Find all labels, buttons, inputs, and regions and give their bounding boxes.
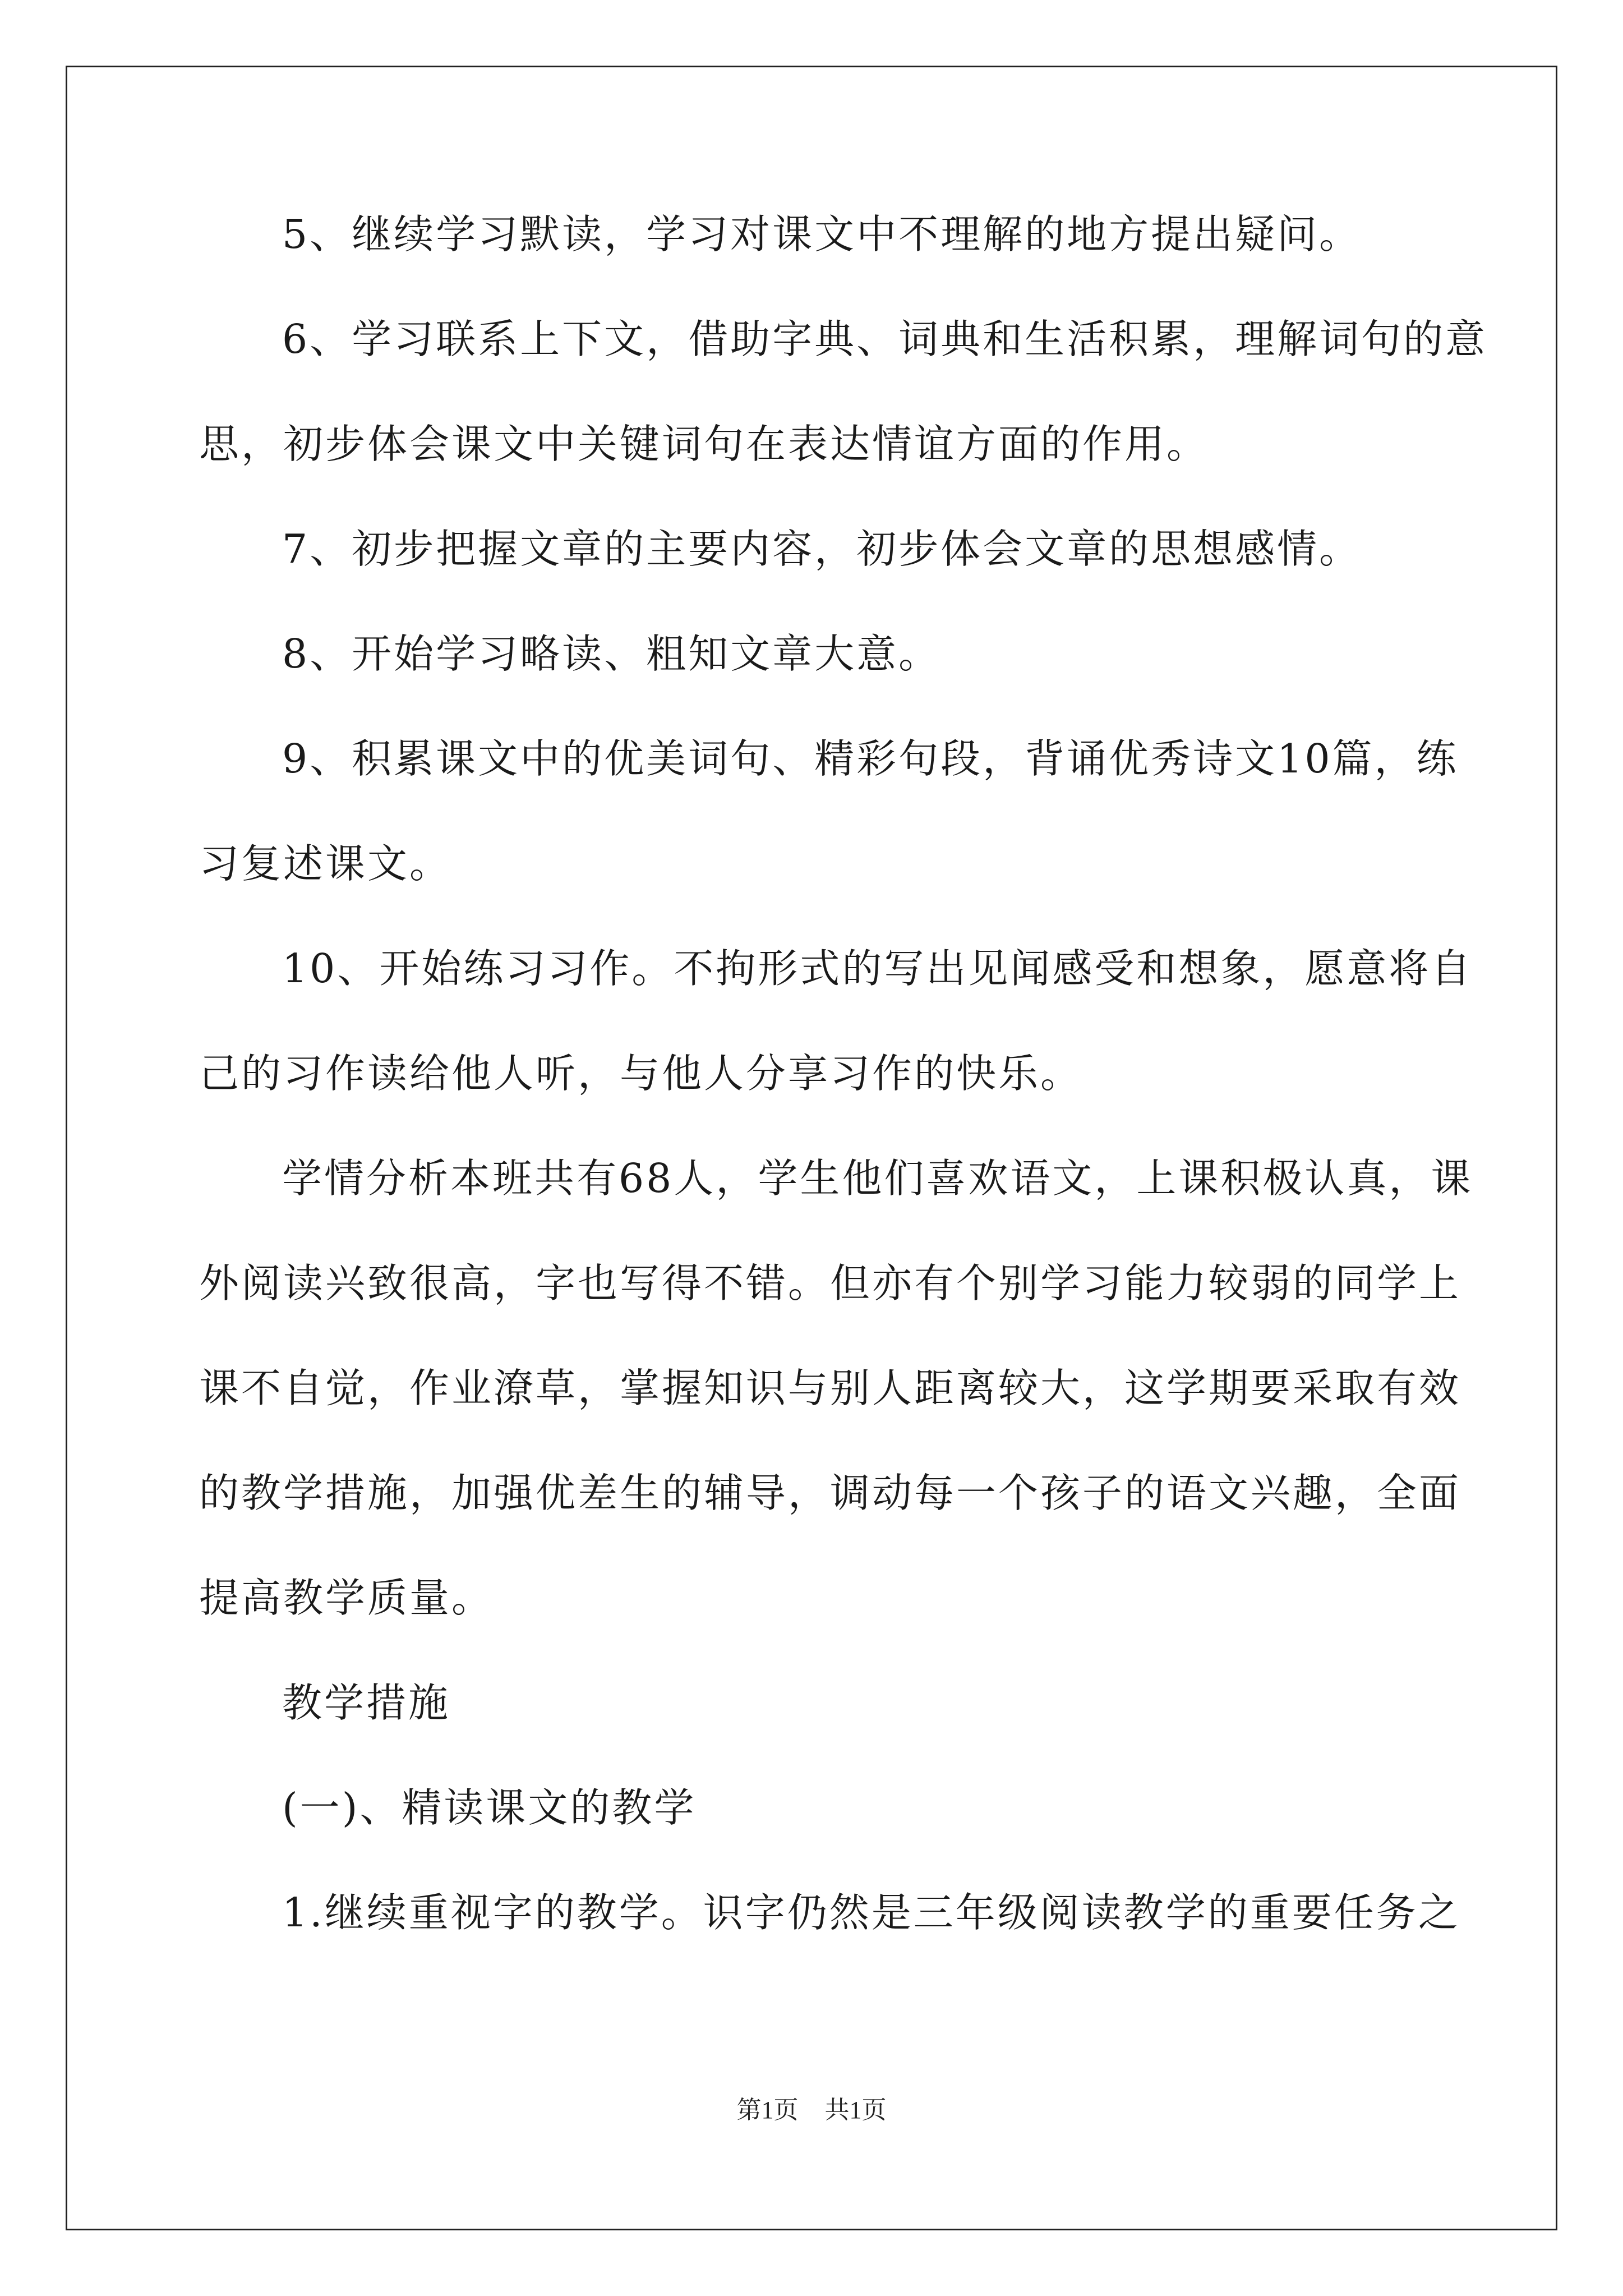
analysis-line-1: 学情分析本班共有68人，学生他们喜欢语文，上课积极认真，课 bbox=[282, 1155, 1473, 1202]
paragraph-5-line-1: 5、继续学习默读，学习对课文中不理解的地方提出疑问。 bbox=[282, 211, 1362, 257]
document-body bbox=[199, 208, 1488, 1939]
paragraph-6-line-1: 6、学习联系上下文，借助字典、词典和生活积累，理解词句的意 bbox=[282, 316, 1488, 362]
paragraph-9-line-2: 习复述课文。 bbox=[199, 840, 452, 887]
paragraph-8-line-1: 8、开始学习略读、粗知文章大意。 bbox=[282, 631, 941, 677]
page-number: 第1页 bbox=[736, 2096, 799, 2124]
paragraph-9-line-1: 9、积累课文中的优美词句、精彩句段，背诵优秀诗文10篇，练 bbox=[282, 735, 1459, 782]
analysis-line-4: 的教学措施，加强优差生的辅导，调动每一个孩子的语文兴趣，全面 bbox=[199, 1470, 1461, 1516]
intensive-reading-heading: (一)、精读课文的教学 bbox=[282, 1784, 697, 1831]
page-total: 共1页 bbox=[824, 2096, 887, 2124]
measures-heading: 教学措施 bbox=[282, 1680, 451, 1726]
page-footer bbox=[0, 2090, 1623, 2125]
analysis-line-2: 外阅读兴致很高，字也写得不错。但亦有个别学习能力较弱的同学上 bbox=[199, 1260, 1461, 1306]
analysis-line-5: 提高教学质量。 bbox=[199, 1575, 494, 1621]
paragraph-10-line-2: 己的习作读给他人听，与他人分享习作的快乐。 bbox=[199, 1050, 1083, 1097]
item-1-line-1: 1.继续重视字的教学。识字仍然是三年级阅读教学的重要任务之 bbox=[282, 1889, 1460, 1936]
analysis-line-3: 课不自觉，作业潦草，掌握知识与别人距离较大，这学期要采取有效 bbox=[199, 1365, 1461, 1411]
paragraph-10-line-1: 10、开始练习习作。不拘形式的写出见闻感受和想象，愿意将自 bbox=[282, 945, 1473, 992]
paragraph-6-line-2: 思，初步体会课文中关键词句在表达情谊方面的作用。 bbox=[199, 421, 1209, 467]
paragraph-7-line-1: 7、初步把握文章的主要内容，初步体会文章的思想感情。 bbox=[282, 526, 1362, 572]
